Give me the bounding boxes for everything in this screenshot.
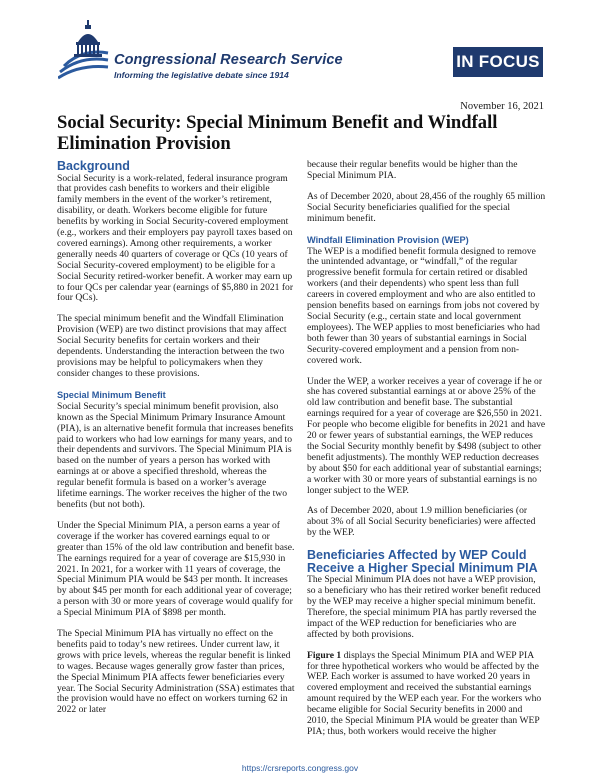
special-minimum-paragraph-3: The Special Minimum PIA has virtually no effect on the benefits paid to today’s new retirees. Under current law, it grows with price levels, whereas the regular benefit is linked to wages. Because wages generally grow faster than prices, the Special Minimum PIA affects fewer beneficiaries every year. The Social Security Administration (SSA) estimates that the provision would have no effect on workers turning 62 in 2022 or later: [57, 628, 295, 716]
special-minimum-paragraph-2: Under the Special Minimum PIA, a person earns a year of coverage if the worker has covered earnings equal to or greater than 15% of the old law contribution and benefit base. The earnings required for a year of coverage are $15,930 in 2021. In 2021, for a worker with 11 years of coverage, the Special Minimum PIA would be $43 per month. It increases by about $45 per month for each additional year of coverage; a person with 30 or more years of coverage would qualify for a Special Minimum PIA of $898 per month.: [57, 519, 295, 619]
wep-paragraph-3: As of December 2020, about 1.9 million beneficiaries (or about 3% of all Social Security beneficiaries) were affected by the WEP.: [307, 505, 536, 539]
page-title: Social Security: Special Minimum Benefit and Windfall Elimination Provision: [57, 112, 498, 154]
left-column: [57, 160, 296, 726]
org-tagline: Informing the legislative debate since 1914: [114, 70, 289, 80]
wep-paragraph-2: Under the WEP, a worker receives a year of coverage if he or she has covered substantial earnings at or above 25% of the old law contribution and benefit base. The substantial earnings required for a year of coverage are $26,550 in 2021. For people who become eligible for benefits in 2021 and have 20 or fewer years of substantial earnings, the WEP reduces the Social Security monthly benefit by $498 (subject to other benefit adjustments). The monthly WEP reduction decreases by about $50 for each additional year of substantial earnings; a worker with 30 or more years of substantial earnings is no longer subject to the WEP.: [307, 375, 546, 496]
right-column: [307, 160, 546, 748]
in-focus-badge: IN FOCUS: [453, 47, 543, 77]
capitol-dome-icon: [58, 20, 110, 82]
wep-heading: Windfall Elimination Provision (WEP): [307, 234, 469, 245]
figure-1-reference[interactable]: Figure 1: [307, 649, 342, 661]
background-heading: Background: [57, 159, 130, 173]
beneficiaries-paragraph-2: [307, 651, 546, 738]
beneficiaries-paragraph-1: The Special Minimum PIA does not have a WEP provision, so a beneficiary who has their retired worker benefit reduced by the WEP may receive a higher special minimum benefit. Therefore, the special minimum PIA has partly reversed the impact of the WEP reduction for beneficiaries who are affected by both provisions.: [307, 574, 541, 640]
footer-url[interactable]: https://crsreports.congress.gov: [241, 763, 359, 773]
beneficiaries-count-paragraph: As of December 2020, about 28,456 of the roughly 65 million Social Security beneficiaries qualified for the special minimum benefit.: [307, 190, 546, 224]
beneficiaries-affected-heading: Beneficiaries Affected by WEP Could Receive a Higher Special Minimum PIA: [307, 548, 538, 575]
figure-description: displays the Special Minimum PIA and WEP PIA for three hypothetical workers who would be affected by the WEP. Each worker is assumed to have worked 20 years in covered employment and received the substantial earnings amount required by the WEP each year. For the workers who became eligible for Social Security benefits in 2000 and 2010, the Special Minimum PIA would be greater than WEP PIA; thus, both workers would receive the higher: [307, 649, 542, 737]
wep-paragraph-1: The WEP is a modified benefit formula designed to remove the unintended advantage, or “windfall,” of the regular progressive benefit formula for certain retired or disabled workers (and their dependents) who spent less than full careers in covered employment and who are also entitled to pension benefits based on earnings from jobs not covered by Social Security (e.g., certain state and local government employees). The WEP applies to most beneficiaries who had both fewer than 30 years of substantial earnings in Social Security-covered employment and a pension from non-covered work.: [307, 245, 540, 366]
special-minimum-paragraph-1: Social Security’s special minimum benefit provision, also known as the Special Minimum Primary Insurance Amount (PIA), is an alternative benefit formula that increases benefits paid to workers who had low earnings for many years, and to their dependents and survivors. The Special Minimum PIA is based on the number of years a person has worked with earnings at or above a specified threshold, whereas the regular benefit formula is based on a worker’s average lifetime earnings. The worker receives the higher of the two benefits (but not both).: [57, 400, 294, 510]
special-minimum-heading: Special Minimum Benefit: [57, 389, 166, 400]
continued-paragraph: because their regular benefits would be higher than the Special Minimum PIA.: [307, 159, 518, 181]
header: [0, 0, 600, 90]
background-paragraph-1: Social Security is a work-related, federal insurance program that provides cash benefits to workers and their eligible family members in the event of the worker’s retirement, disability, or death. Workers become eligible for future benefits by working in Social Security-covered employment (e.g., workers and their employers pay payroll taxes based on covered earnings). Among other requirements, a worker generally needs 40 quarters of coverage or QCs (10 years of Social Security-covered employment) to be eligible for a Social Security retired-worker benefit. A worker may earn up to four QCs per calendar year (earnings of $5,880 in 2021 for four QCs).: [57, 172, 294, 304]
publication-date: November 16, 2021: [460, 101, 544, 112]
background-paragraph-2: The special minimum benefit and the Windfall Elimination Provision (WEP) are two distinct provisions that may affect Social Security benefits for certain workers and their dependents. Understanding the interaction between the two provisions may be helpful to policymakers when they consider changes to these provisions.: [57, 313, 287, 379]
org-name: Congressional Research Service: [114, 52, 343, 68]
